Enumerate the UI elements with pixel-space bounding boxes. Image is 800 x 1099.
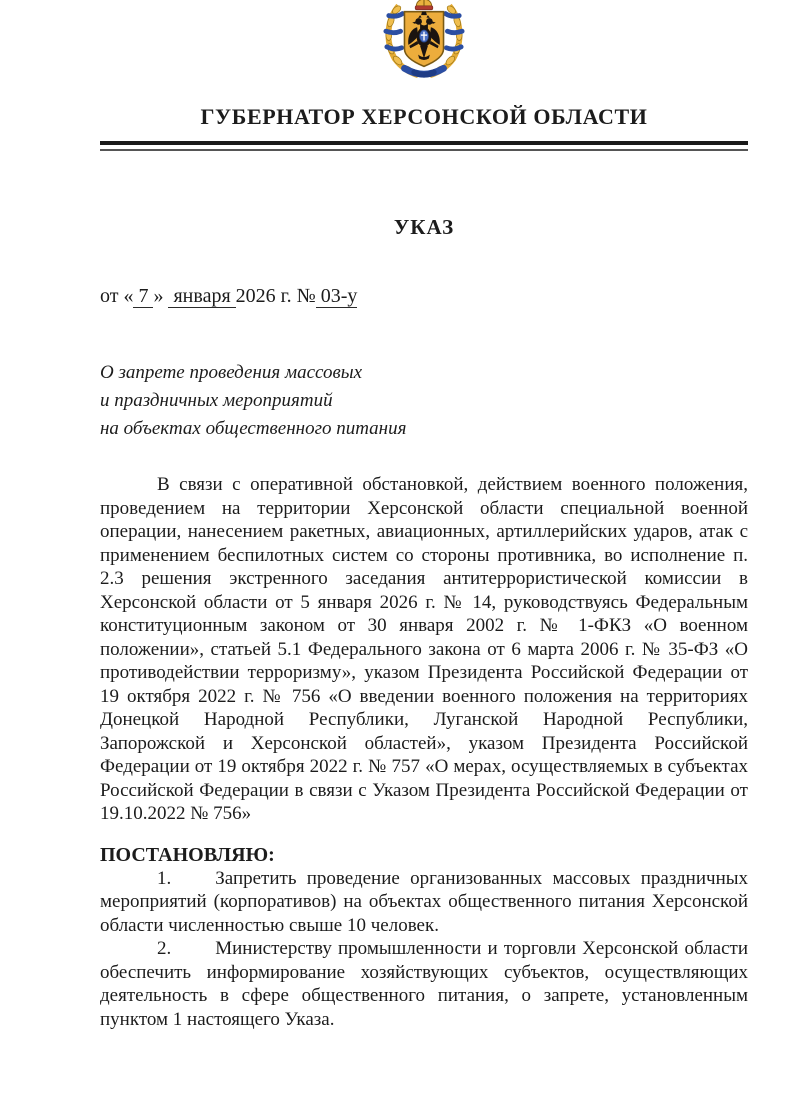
date-number: 03-у [315,285,358,307]
chest-shield [420,30,429,42]
kherson-coat-of-arms-icon [375,0,473,82]
subject-block [100,359,748,443]
header-rule-thin [100,149,748,151]
item-1-text: Запретить проведение организованных массовых праздничных мероприятий (корпоративов) на объектах общественного питания Херсонской области численностью свыше 10 человек. [100,867,748,936]
resolution-word: ПОСТАНОВЛЯЮ: [100,843,275,866]
header-rule-thick [100,141,748,145]
date-quote-close: » [153,285,164,307]
eagle-crown [421,12,427,15]
item-2-text: Министерству промышленности и торговли Херсонской области обеспечить информирование хозяйствующих субъектов, осуществляющих деятельность в сфере общественного питания, о запрете, установленным пунктом 1 настоящего Указа. [100,938,748,1030]
item-2-number: 2. [157,938,172,959]
preamble-paragraph: В связи с оперативной обстановкой, действием военного положения, проведением на территории Херсонской области специальной военной операции, нанесением ракетных, авиационных, артиллерийских ударов, атак с применением беспилотных систем со стороны противника, во исполнение п. 2.3 решения экстренного заседания антитеррористической комиссии в Херсонской области от 5 января 2026 г. № 14, руководствуясь Федеральным конституционным законом от 30 января 2002 г. № 1-ФКЗ «О военном положении», статьей 5.1 Федерального закона от 6 марта 2006 г. № 35-ФЗ «О противодействии терроризму», указом Президента Российской Федерации от 19 октября 2022 г. № 756 «О введении военного положения на территориях Донецкой Народной Республики, Луганской Народной Республики, Запорожской и Херсонской областей», указом Президента Российской Федерации от 19 октября 2022 г. № 757 «О мерах, осуществляемых в субъектах Российской Федерации в связи с Указом Президента Российской Федерации от 19.10.2022 № 756» [100,474,748,824]
subject-line-1: О запрете проведения массовых [100,362,363,383]
date-line [100,283,748,309]
subject-line-3: на объектах общественного питания [100,418,407,439]
date-day: 7 [133,285,154,307]
date-year: 2026 г. № [235,285,316,307]
document-type-title: УКАЗ [393,215,455,239]
emblem-container [100,0,748,80]
header-rule [100,141,748,151]
org-title: ГУБЕРНАТОР ХЕРСОНСКОЙ ОБЛАСТИ [200,104,648,129]
date-month: января [168,285,236,307]
item-1-number: 1. [157,867,172,889]
crown-icon [415,0,433,10]
decree-item-2 [100,937,748,1031]
subject-line-2: и праздничных мероприятий [100,390,333,411]
date-from-word: от « [100,285,134,307]
document-content [100,0,748,1031]
decree-item-1 [100,867,748,938]
